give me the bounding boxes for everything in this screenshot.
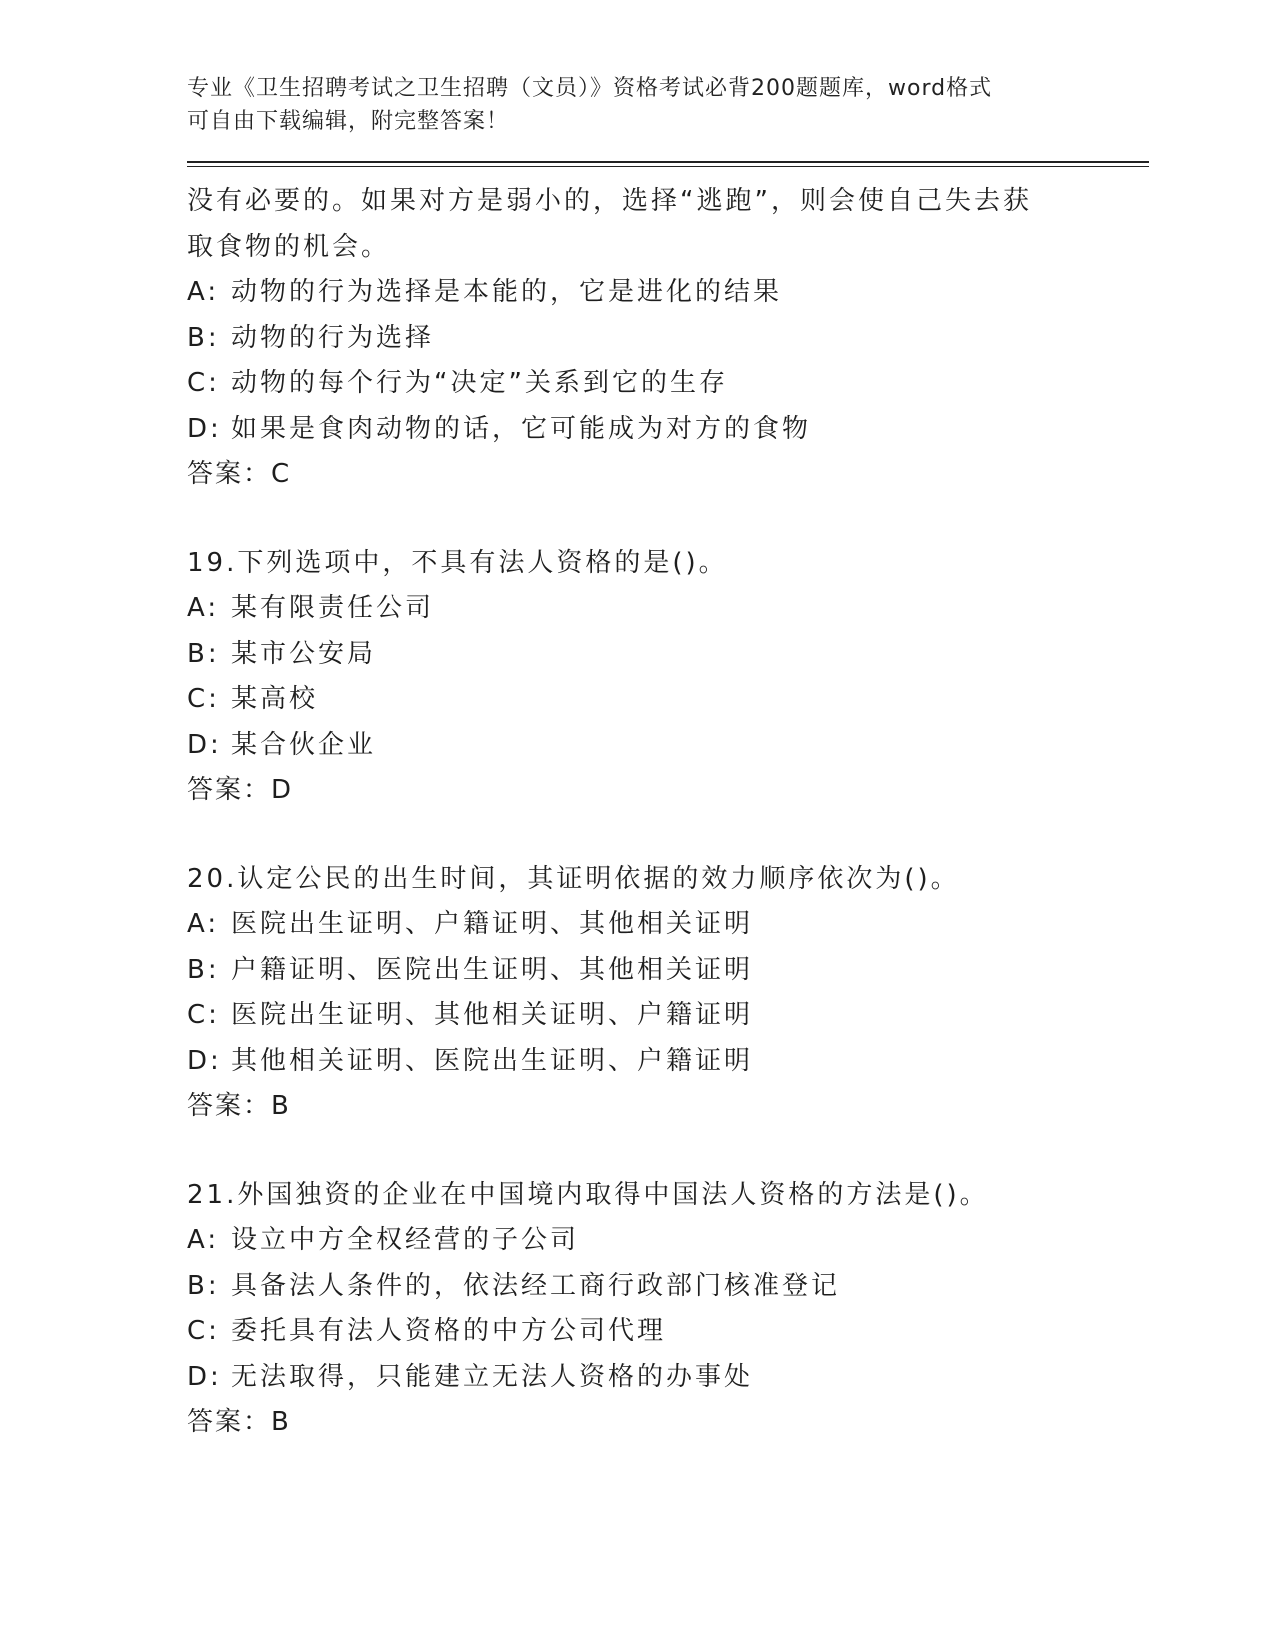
option-text: 医院出生证明、户籍证明、其他相关证明 — [231, 909, 754, 939]
question-text-line: 取食物的机会。 — [187, 231, 391, 262]
question-stem: 20.认定公民的出生时间，其证明依据的效力顺序依次为()。 — [187, 863, 960, 894]
option-b — [187, 948, 1147, 994]
option-text: 具备法人条件的，依法经工商行政部门核准登记 — [231, 1270, 841, 1301]
option-d — [187, 407, 1147, 453]
option-text: 某有限责任公司 — [231, 593, 435, 623]
option-a — [187, 902, 1147, 948]
question-block-19 — [187, 541, 1147, 814]
option-text: 医院出生证明、其他相关证明、户籍证明 — [231, 1000, 754, 1030]
question-block-20 — [187, 857, 1147, 1130]
option-letter: C: — [187, 1000, 220, 1030]
option-letter: D: — [187, 413, 222, 444]
option-text: 动物的每个行为“决定”关系到它的生存 — [231, 368, 728, 398]
option-letter: B: — [187, 954, 220, 985]
question-block-21 — [187, 1173, 1147, 1446]
option-text: 设立中方全权经营的子公司 — [231, 1225, 580, 1255]
option-text: 其他相关证明、医院出生证明、户籍证明 — [231, 1045, 754, 1076]
option-letter: B: — [187, 1270, 220, 1301]
option-letter: C: — [187, 684, 220, 714]
option-d — [187, 1039, 1147, 1085]
option-text: 某合伙企业 — [231, 729, 377, 760]
option-letter: D: — [187, 729, 222, 760]
option-d — [187, 723, 1147, 769]
question-text-line: 没有必要的。如果对方是弱小的，选择“逃跑”，则会使自己失去获 — [187, 186, 1032, 216]
answer-line: 答案：C — [187, 459, 292, 489]
question-content — [187, 179, 1147, 1446]
option-text: 无法取得，只能建立无法人资格的办事处 — [231, 1361, 754, 1392]
option-c — [187, 993, 1147, 1039]
option-a — [187, 1218, 1147, 1264]
question-stem: 21.外国独资的企业在中国境内取得中国法人资格的方法是()。 — [187, 1179, 989, 1210]
option-letter: D: — [187, 1045, 222, 1076]
option-text: 委托具有法人资格的中方公司代理 — [231, 1316, 667, 1346]
option-d — [187, 1355, 1147, 1401]
option-text: 如果是食肉动物的话，它可能成为对方的食物 — [231, 413, 812, 444]
question-block-continued — [187, 179, 1147, 498]
option-letter: C: — [187, 1316, 220, 1346]
option-text: 动物的行为选择是本能的，它是进化的结果 — [231, 277, 783, 307]
option-text: 动物的行为选择 — [231, 322, 435, 353]
option-text: 某市公安局 — [231, 638, 377, 669]
answer-line: 答案：D — [187, 775, 294, 805]
header-divider-thin — [187, 166, 1149, 167]
option-c — [187, 677, 1147, 723]
document-header — [187, 72, 1147, 138]
header-divider-thick — [187, 161, 1149, 163]
option-letter: A: — [187, 277, 220, 307]
option-b — [187, 316, 1147, 362]
option-letter: A: — [187, 593, 220, 623]
option-c — [187, 361, 1147, 407]
option-b — [187, 1264, 1147, 1310]
option-a — [187, 586, 1147, 632]
option-letter: A: — [187, 1225, 220, 1255]
answer-line: 答案：B — [187, 1091, 291, 1121]
option-b — [187, 632, 1147, 678]
option-c — [187, 1309, 1147, 1355]
question-stem: 19.下列选项中，不具有法人资格的是()。 — [187, 547, 728, 578]
option-letter: B: — [187, 638, 220, 669]
option-a — [187, 270, 1147, 316]
answer-line: 答案：B — [187, 1407, 291, 1437]
header-divider — [187, 161, 1149, 167]
option-letter: D: — [187, 1361, 222, 1392]
header-title-line-2: 可自由下载编辑，附完整答案！ — [187, 109, 510, 134]
header-title-line-1: 专业《卫生招聘考试之卫生招聘（文员）》资格考试必背200题题库，word格式 — [187, 76, 993, 101]
option-text: 某高校 — [231, 684, 319, 714]
option-letter: A: — [187, 909, 220, 939]
option-letter: B: — [187, 322, 220, 353]
option-letter: C: — [187, 368, 220, 398]
option-text: 户籍证明、医院出生证明、其他相关证明 — [231, 954, 754, 985]
document-page — [187, 72, 1147, 1446]
